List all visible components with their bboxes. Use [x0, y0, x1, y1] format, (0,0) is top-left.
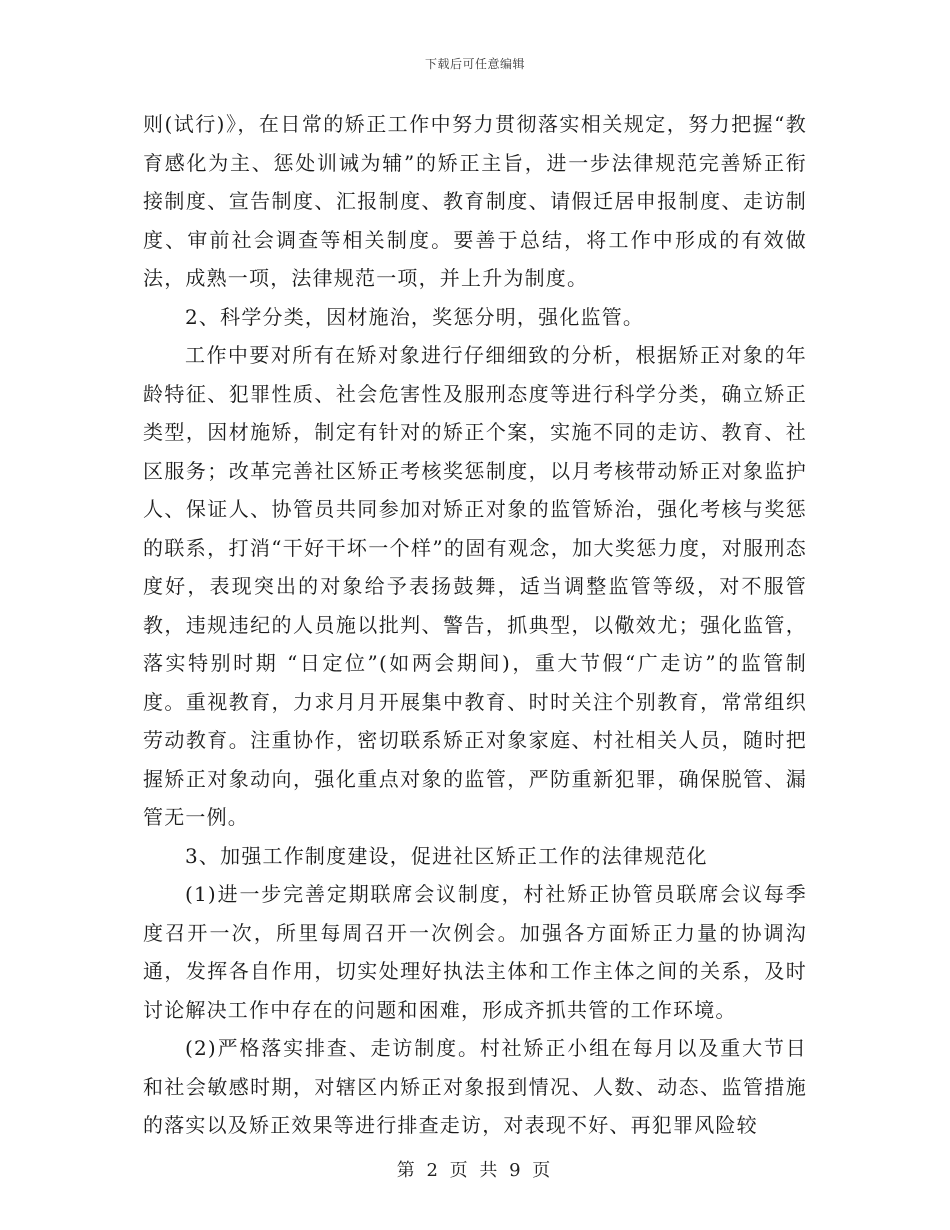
page-number-footer: 第 2 页 共 9 页: [396, 1160, 554, 1181]
document-body: [143, 105, 807, 1145]
section-heading-3: 3、加强工作制度建设，促进社区矫正工作的法律规范化: [185, 843, 708, 868]
page-header: 下载后可任意编辑: [424, 57, 525, 71]
paragraph-regulation-continued: 则(试行)》，在日常的矫正工作中努力贯彻落实相关规定，努力把握“教育感化为主、惩处训诫为辅”的矫正主旨，进一步法律规范完善矫正衔接制度、宣告制度、汇报制度、教育制度、请假迁居申报制度、走访制度、审前社会调查等相关制度。要善于总结，将工作中形成的有效做法，成熟一项，法律规范一项，并上升为制度。: [143, 112, 807, 290]
paragraph-classification: 工作中要对所有在矫对象进行仔细细致的分析，根据矫正对象的年龄特征、犯罪性质、社会危害性及服刑态度等进行科学分类，确立矫正类型，因材施矫，制定有针对的矫正个案，实施不同的走访、教育、社区服务；改革完善社区矫正考核奖惩制度，以月考核带动矫正对象监护人、保证人、协管员共同参加对矫正对象的监管矫治，强化考核与奖惩的联系，打消“干好干坏一个样”的固有观念，加大奖惩力度，对服刑态度好，表现突出的对象给予表扬鼓舞，适当调整监管等级，对不服管教，违规违纪的人员施以批判、警告，抓典型，以儆效尤；强化监管，落实特别时期 “日定位”(如两会期间)，重大节假“广走访”的监管制度。重视教育，力求月月开展集中教育、时时关注个别教育，常常组织劳动教育。注重协作，密切联系矫正对象家庭、村社相关人员，随时把握矫正对象动向，强化重点对象的监管，严防重新犯罪，确保脱管、漏管无一例。: [143, 343, 807, 829]
paragraph-joint-meeting: (1)进一步完善定期联席会议制度，村社矫正协管员联席会议每季度召开一次，所里每周召开一次例会。加强各方面矫正力量的协调沟通，发挥各自作用，切实处理好执法主体和工作主体之间的关系，及时讨论解决工作中存在的问题和困难，形成齐抓共管的工作环境。: [143, 882, 807, 1022]
section-heading-2: 2、科学分类，因材施治，奖惩分明，强化监管。: [185, 304, 645, 329]
paragraph-inspection-visit: (2)严格落实排查、走访制度。村社矫正小组在每月以及重大节日和社会敏感时期，对辖区内矫正对象报到情况、人数、动态、监管措施的落实以及矫正效果等进行排查走访，对表现不好、再犯罪风险较: [143, 1036, 807, 1137]
